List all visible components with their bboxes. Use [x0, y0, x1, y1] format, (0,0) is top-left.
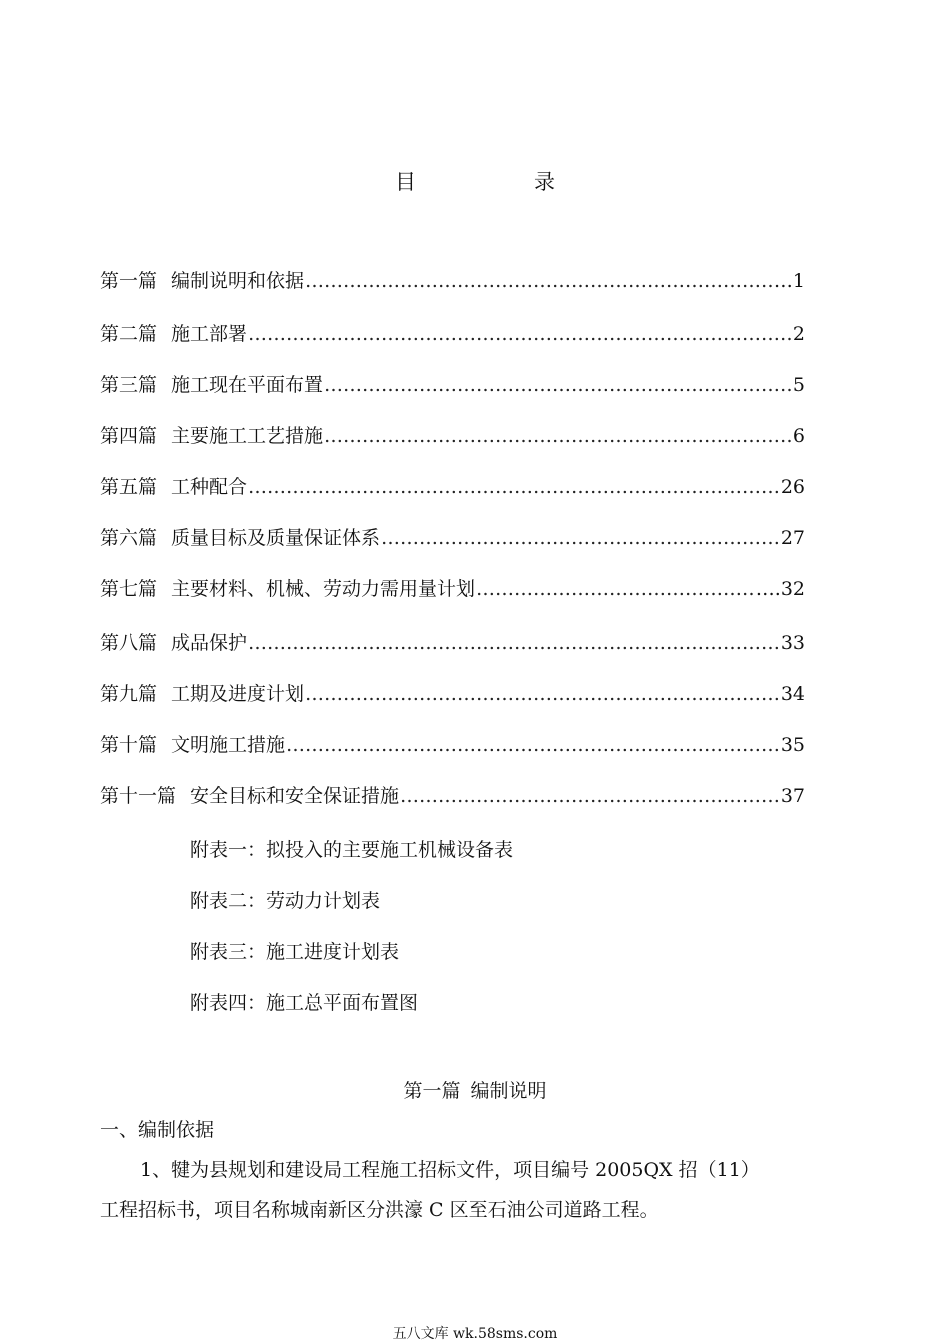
toc-leader	[248, 632, 780, 654]
appendix-item: 附表一：拟投入的主要施工机械设备表	[190, 839, 514, 861]
toc-title	[0, 166, 950, 196]
toc-entry[interactable]	[100, 628, 805, 658]
toc-leader	[305, 270, 773, 292]
toc-leader	[305, 683, 780, 705]
toc-leader	[286, 734, 780, 756]
chapter-title	[0, 1076, 950, 1103]
toc-entry[interactable]	[100, 679, 805, 709]
toc-section: 第三篇	[100, 374, 158, 396]
toc-page: 6	[792, 425, 805, 447]
toc-entry[interactable]	[100, 781, 805, 811]
toc-name: 成品保护	[171, 632, 248, 654]
toc-page: 33	[780, 632, 805, 654]
section-heading: 一、编制依据	[100, 1119, 215, 1141]
toc-entry[interactable]	[100, 370, 805, 400]
toc-page: …1	[773, 270, 805, 292]
paragraph-line: 1、犍为县规划和建设局工程施工招标文件，项目编号 2005QX 招（11）	[140, 1159, 760, 1181]
toc-entry[interactable]	[100, 472, 805, 502]
chapter-section: 第一篇	[403, 1080, 461, 1102]
toc-page: 34	[780, 683, 805, 705]
toc-section: 第八篇	[100, 632, 158, 654]
toc-page: 35	[780, 734, 805, 756]
toc-leader	[248, 323, 792, 345]
toc-page: 27	[780, 527, 805, 549]
toc-name: 文明施工措施	[171, 734, 286, 756]
toc-title-left: 目	[395, 170, 416, 194]
toc-name: 主要施工工艺措施	[171, 425, 324, 447]
appendix-item: 附表四：施工总平面布置图	[190, 992, 419, 1014]
toc-section: 第一篇	[100, 270, 158, 292]
toc-leader	[476, 578, 755, 600]
toc-page: ….32	[755, 578, 805, 600]
toc-name: 工期及进度计划	[171, 683, 305, 705]
toc-leader	[324, 425, 792, 447]
footer-watermark: 五八文库 wk.58sms.com	[392, 1326, 558, 1342]
toc-section: 第二篇	[100, 323, 158, 345]
toc-leader	[248, 476, 780, 498]
toc-name: 安全目标和安全保证措施	[190, 785, 400, 807]
toc-leader	[400, 785, 780, 807]
toc-leader	[381, 527, 780, 549]
toc-section: 第九篇	[100, 683, 158, 705]
toc-page: 26	[780, 476, 805, 498]
appendix-item: 附表二：劳动力计划表	[190, 890, 381, 912]
toc-entry[interactable]	[100, 319, 805, 349]
toc-section: 第十一篇	[100, 785, 177, 807]
toc-section: 第十篇	[100, 734, 158, 756]
toc-page: 5	[792, 374, 805, 396]
toc-section: 第四篇	[100, 425, 158, 447]
toc-section: 第七篇	[100, 578, 158, 600]
body-paragraph	[100, 1150, 860, 1230]
paragraph-line: 工程招标书，项目名称城南新区分洪濠 C 区至石油公司道路工程。	[100, 1199, 659, 1221]
toc-entry[interactable]	[100, 730, 805, 760]
toc-entry[interactable]	[100, 266, 805, 296]
toc-entry[interactable]	[100, 523, 805, 553]
toc-name: 施工部署	[171, 323, 248, 345]
appendix-item: 附表三：施工进度计划表	[190, 941, 400, 963]
toc-entry[interactable]	[100, 574, 805, 604]
toc-name: 工种配合	[171, 476, 248, 498]
toc-page: 2	[792, 323, 805, 345]
toc-name: 施工现在平面布置	[171, 374, 324, 396]
toc-entry[interactable]	[100, 421, 805, 451]
toc-title-right: 录	[534, 170, 555, 194]
toc-name: 主要材料、机械、劳动力需用量计划	[171, 578, 476, 600]
toc-name: 质量目标及质量保证体系	[171, 527, 381, 549]
toc-section: 第五篇	[100, 476, 158, 498]
toc-section: 第六篇	[100, 527, 158, 549]
toc-leader	[324, 374, 792, 396]
chapter-name: 编制说明	[470, 1080, 547, 1102]
toc-page: 37	[780, 785, 805, 807]
toc-name: 编制说明和依据	[171, 270, 305, 292]
